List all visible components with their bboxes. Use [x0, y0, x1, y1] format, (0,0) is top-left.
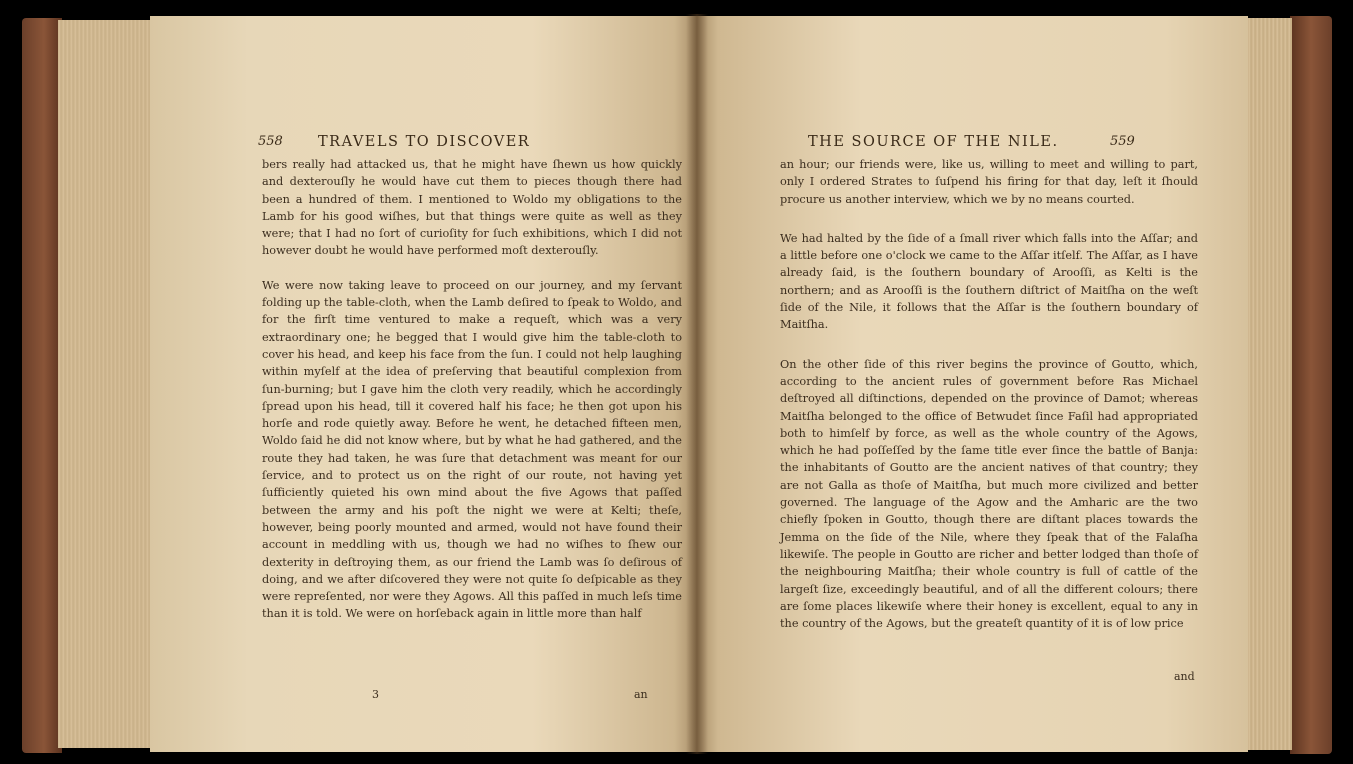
signature-mark: 3: [372, 688, 379, 701]
right-page-text: [780, 156, 1198, 632]
left-paragraph-1: bers really had attacked us, that he might have ſhewn us how quickly and dexterouſly he would have cut them to pieces though there had been a hundred of them. I mentioned to Woldo my obligations to the Lamb for his good wiſhes, but that things were quite as well as they were; that I had no ſort of curioſity for ſuch exhibitions, which I did not however doubt he would have performed moſt dexterouſly.: [262, 158, 682, 258]
right-paragraph-2: We had halted by the ſide of a ſmall river which falls into the Aſſar; and a little before one o'clock we came to the Aſſar itſelf. The Aſſar, as I have already ſaid, is the ſouthern boundary of Arooſſi, as Kelti is the northern; and as Arooſſi is the ſouthern diſtrict of Maitſha on the weſt ſide of the Nile, it follows that the Aſſar is the ſouthern boundary of Maitſha.: [780, 231, 1198, 332]
right-paragraph-3: On the other ſide of this river begins the province of Goutto, which, according to the ancient rules of government before Ras Michael deſtroyed all diſtinctions, depended on the province of Damot; whereas Maitſha belonged to the office of Betwudet ſince Faſil had appropriated both to himſelf by force, as well as the whole country of the Agows, which he had poſſeſſed by the ſame title ever ſince the battle of Banja: the inhabitants of Goutto are the ancient natives of that country; they are not Galla as thoſe of Maitſha, but much more civilized and better governed. The language of the Agow and the Amharic are the two chiefly ſpoken in Goutto, though there are diſtant places towards the Jemma on the ſide of the Nile, where they ſpeak that of the Falaſha likewiſe. The people in Goutto are richer and better lodged than thoſe of the neighbouring Maitſha; their whole country is full of cattle of the largeſt ſize, exceedingly beautiful, and of all the different colours; there are ſome places likewiſe where their honey is excellent, equal to any in the country of the Agows, but the greateſt quantity of it is of low price: [780, 357, 1198, 631]
right-paragraph-1: an hour; our friends were, like us, willing to meet and willing to part, only I ordered Strates to ſuſpend his firing for that day, leſt it ſhould procure us another interview, which we by no means courted.: [780, 158, 1198, 206]
right-page: [696, 16, 1248, 752]
left-running-head: TRAVELS TO DISCOVER: [318, 134, 531, 150]
right-page-edges: [1244, 18, 1292, 750]
left-page-number: 558: [258, 134, 283, 149]
left-page-edges: [58, 20, 154, 748]
left-paragraph-2: We were now taking leave to proceed on our journey, and my ſervant folding up the table-cloth, when the Lamb deſired to ſpeak to Woldo, and for the firſt time ventured to make a requeſt, which was a very extraordinary one; he begged that I would give him the table-cloth to cover his head, and keep his face from the ſun. I could not help laughing within myſelf at the idea of preſerving that beautiful complexion from ſun-burning; but I gave him the cloth very readily, which he accordingly ſpread upon his head, till it covered half his face; he then got upon his horſe and rode quietly away. Before he went, he detached fifteen men, Woldo ſaid he did not know where, but by what he had gathered, and the route they had taken, he was ſure that detachment was meant for our ſervice, and to protect us on the right of our route, not having yet ſufficiently quieted his own mind about the five Agows that paſſed between the army and his poſt the night we were at Kelti; theſe, however, being poorly mounted and armed, would not have found their account in meddling with us, though we had no wiſhes to ſhew our dexterity in deſtroying them, as our friend the Lamb was ſo deſirous of doing, and we after diſcovered they were not quite ſo deſpicable as they were repreſented, nor were they Agows. All this paſſed in much leſs time than it is told. We were on horſeback again in little more than half: [262, 278, 682, 621]
right-catchword: and: [1174, 670, 1195, 683]
left-page-text: [262, 156, 682, 623]
right-cover: [1290, 16, 1332, 754]
right-running-head: THE SOURCE OF THE NILE.: [808, 134, 1059, 150]
left-page: [150, 16, 696, 752]
left-cover: [22, 18, 62, 753]
book-gutter: [686, 14, 708, 754]
right-page-number: 559: [1110, 134, 1135, 149]
left-catchword: an: [634, 688, 648, 701]
